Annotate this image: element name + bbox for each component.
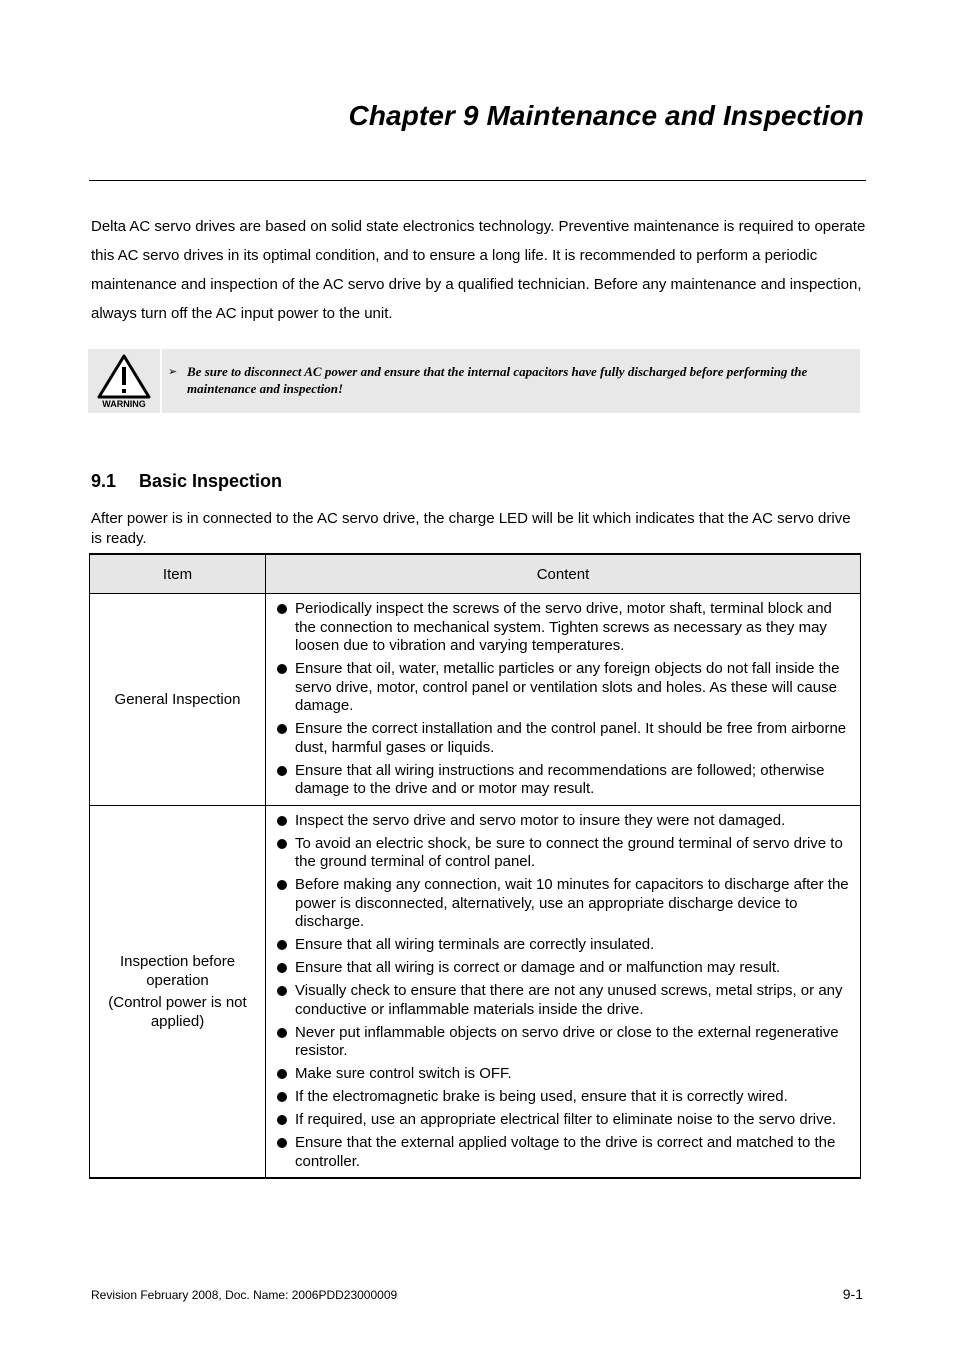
table-row xyxy=(90,594,861,806)
list-item: Ensure that all wiring instructions and recommendations are followed; otherwise damage to the drive and or motor may result. xyxy=(276,762,852,799)
footer-page-number: 9-1 xyxy=(842,1286,863,1302)
list-item: Make sure control switch is OFF. xyxy=(276,1065,852,1084)
list-item: Never put inflammable objects on servo drive or close to the external regenerative resistor. xyxy=(276,1024,852,1061)
warning-label: WARNING xyxy=(102,399,146,409)
section-intro: After power is in connected to the AC servo drive, the charge LED will be lit which indicates that the AC servo drive is ready. xyxy=(91,510,851,547)
bullet-list xyxy=(276,600,852,799)
warning-box xyxy=(88,349,860,413)
item-sublabel: (Control power is not applied) xyxy=(108,993,247,1030)
bullet-list xyxy=(276,812,852,1172)
bullet-icon xyxy=(277,1069,287,1079)
header-content: Content xyxy=(266,554,861,594)
bullet-icon xyxy=(277,766,287,776)
table-header-row xyxy=(90,554,861,594)
list-item: Ensure the correct installation and the control panel. It should be free from airborne dust, harmful gases or liquids. xyxy=(276,720,852,757)
content-cell xyxy=(266,805,861,1178)
intro-paragraph: Delta AC servo drives are based on solid state electronics technology. Preventive maintenance is required to operate this AC servo drives in its optimal condition, and to ensure a long life. It is recommended to perform a periodic maintenance and inspection of the AC servo drive by a qualified technician. Before any maintenance and inspection, always turn off the AC input power to the unit. xyxy=(91,218,866,322)
warning-divider xyxy=(160,349,162,413)
item-label: General Inspection xyxy=(114,690,241,708)
item-label: Inspection before operation xyxy=(119,952,236,989)
arrow-bullet-icon: ➢ xyxy=(168,366,178,378)
list-item: If the electromagnetic brake is being used, ensure that it is correctly wired. xyxy=(276,1088,852,1107)
bullet-icon xyxy=(277,816,287,826)
bullet-icon xyxy=(277,1115,287,1125)
bullet-icon xyxy=(277,986,287,996)
bullet-icon xyxy=(277,963,287,973)
list-item: To avoid an electric shock, be sure to connect the ground terminal of servo drive to the ground terminal of control panel. xyxy=(276,835,852,872)
footer-revision: Revision February 2008, Doc. Name: 2006PDD23000009 xyxy=(91,1288,398,1302)
list-item: Ensure that all wiring is correct or damage and or malfunction may result. xyxy=(276,959,852,978)
section-number: 9.1 xyxy=(91,471,117,491)
bullet-icon xyxy=(277,604,287,614)
bullet-icon xyxy=(277,880,287,890)
list-item: Inspect the servo drive and servo motor to insure they were not damaged. xyxy=(276,812,852,831)
bullet-icon xyxy=(277,839,287,849)
warning-text: Be sure to disconnect AC power and ensure that the internal capacitors have fully discharged before performing the maintenance and inspection! xyxy=(187,364,808,396)
chapter-title: Chapter 9 Maintenance and Inspection xyxy=(348,100,864,131)
item-cell xyxy=(90,805,266,1178)
list-item: If required, use an appropriate electrical filter to eliminate noise to the servo drive. xyxy=(276,1111,852,1130)
bullet-icon xyxy=(277,1092,287,1102)
bullet-icon xyxy=(277,664,287,674)
content-cell xyxy=(266,594,861,806)
list-item: Before making any connection, wait 10 minutes for capacitors to discharge after the power is disconnected, alternatively, use an appropriate discharge device to discharge. xyxy=(276,876,852,932)
header-item: Item xyxy=(90,554,266,594)
list-item: Ensure that all wiring terminals are correctly insulated. xyxy=(276,936,852,955)
table-row xyxy=(90,805,861,1178)
bullet-icon xyxy=(277,724,287,734)
inspection-table xyxy=(89,553,861,1179)
bullet-icon xyxy=(277,940,287,950)
list-item: Ensure that the external applied voltage to the drive is correct and matched to the controller. xyxy=(276,1134,852,1171)
list-item: Ensure that oil, water, metallic particles or any foreign objects do not fall inside the servo drive, motor, control panel or ventilation slots and holes. As these will cause damage. xyxy=(276,660,852,716)
warning-triangle-icon xyxy=(96,353,152,411)
section-title: Basic Inspection xyxy=(139,471,283,491)
section-heading xyxy=(91,471,282,492)
list-item: Visually check to ensure that there are not any unused screws, metal strips, or any conductive or inflammable materials inside the drive. xyxy=(276,982,852,1019)
bullet-icon xyxy=(277,1028,287,1038)
item-cell xyxy=(90,594,266,806)
title-rule xyxy=(89,180,866,181)
bullet-icon xyxy=(277,1138,287,1148)
list-item: Periodically inspect the screws of the servo drive, motor shaft, terminal block and the connection to mechanical system. Tighten screws as necessary as they may loosen due to vibration and varying temperatures. xyxy=(276,600,852,656)
